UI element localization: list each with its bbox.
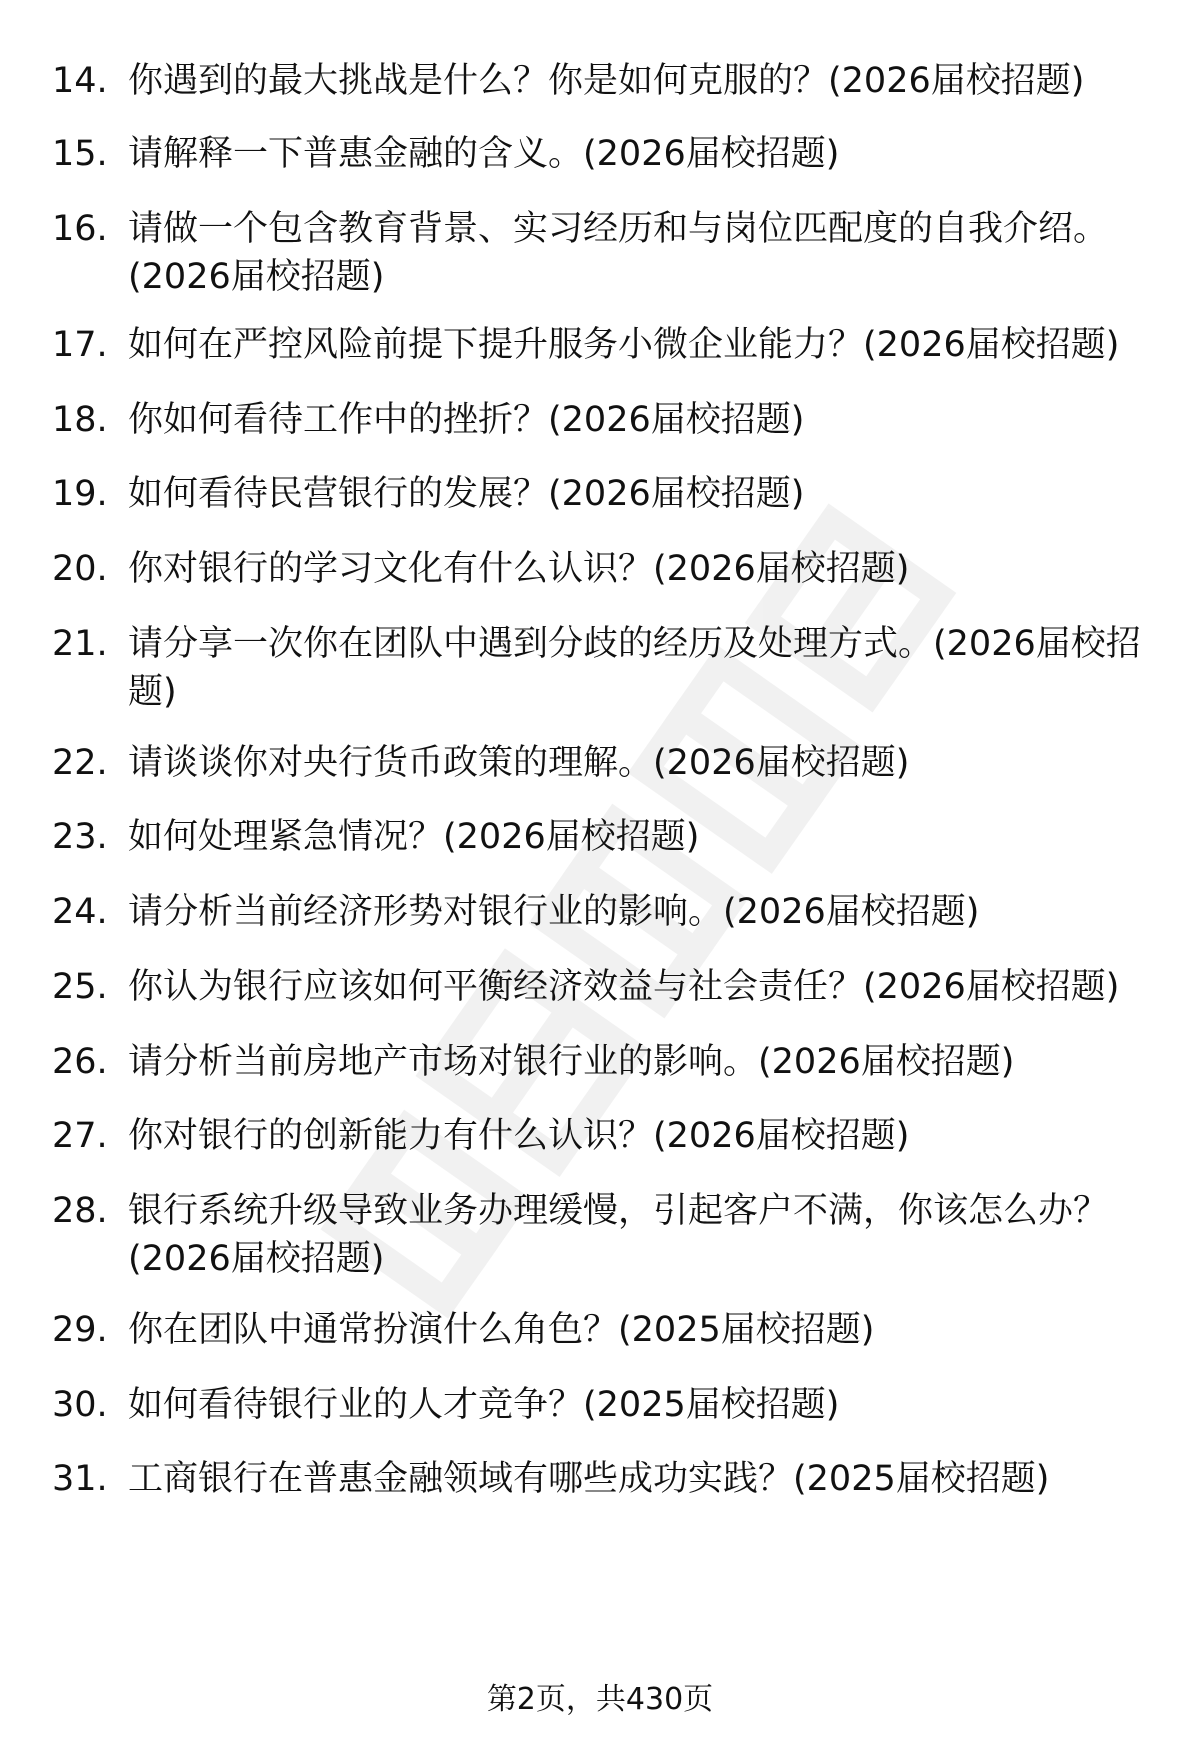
question-text: 请分享一次你在团队中遇到分歧的经历及处理方式。(2026届校招题) bbox=[128, 624, 1141, 712]
question-number: 22. bbox=[52, 743, 108, 783]
question-text: 如何在严控风险前提下提升服务小微企业能力？(2026届校招题) bbox=[128, 325, 1120, 365]
list-item bbox=[52, 130, 1142, 178]
list-item bbox=[52, 1381, 1142, 1429]
question-text: 如何看待银行业的人才竞争？(2025届校招题) bbox=[128, 1385, 840, 1425]
question-number: 30. bbox=[52, 1385, 108, 1425]
question-text: 你对银行的创新能力有什么认识？(2026届校招题) bbox=[128, 1116, 910, 1156]
question-number: 14. bbox=[52, 61, 108, 101]
list-item bbox=[52, 1038, 1142, 1086]
question-number: 19. bbox=[52, 474, 108, 514]
question-text: 请分析当前经济形势对银行业的影响。(2026届校招题) bbox=[128, 892, 980, 932]
list-item bbox=[52, 321, 1142, 369]
list-item bbox=[52, 1112, 1142, 1160]
question-number: 20. bbox=[52, 549, 108, 589]
list-item bbox=[52, 813, 1142, 861]
question-number: 16. bbox=[52, 209, 108, 249]
list-item bbox=[52, 1187, 1142, 1283]
list-item bbox=[52, 963, 1142, 1011]
question-text: 请做一个包含教育背景、实习经历和与岗位匹配度的自我介绍。(2026届校招题) bbox=[128, 209, 1109, 297]
page-indicator: 第2页，共430页 bbox=[486, 1682, 714, 1717]
list-item bbox=[52, 1455, 1142, 1503]
question-number: 17. bbox=[52, 325, 108, 365]
question-number: 23. bbox=[52, 817, 108, 857]
list-item bbox=[52, 57, 1142, 105]
question-number: 27. bbox=[52, 1116, 108, 1156]
list-item bbox=[52, 888, 1142, 936]
list-item bbox=[52, 470, 1142, 518]
question-number: 31. bbox=[52, 1459, 108, 1499]
question-text: 请分析当前房地产市场对银行业的影响。(2026届校招题) bbox=[128, 1042, 1015, 1082]
list-item bbox=[52, 205, 1142, 301]
question-number: 18. bbox=[52, 400, 108, 440]
list-item bbox=[52, 545, 1142, 593]
list-item bbox=[52, 620, 1142, 716]
question-text: 如何处理紧急情况？(2026届校招题) bbox=[128, 817, 700, 857]
question-text: 请谈谈你对央行货币政策的理解。(2026届校招题) bbox=[128, 743, 910, 783]
question-number: 26. bbox=[52, 1042, 108, 1082]
question-text: 如何看待民营银行的发展？(2026届校招题) bbox=[128, 474, 805, 514]
list-item bbox=[52, 1306, 1142, 1354]
question-text: 银行系统升级导致业务办理缓慢，引起客户不满，你该怎么办？(2026届校招题) bbox=[128, 1191, 1109, 1279]
question-text: 请解释一下普惠金融的含义。(2026届校招题) bbox=[128, 134, 840, 174]
question-number: 21. bbox=[52, 624, 108, 664]
question-number: 15. bbox=[52, 134, 108, 174]
question-number: 24. bbox=[52, 892, 108, 932]
list-item bbox=[52, 739, 1142, 787]
question-text: 你遇到的最大挑战是什么？你是如何克服的？(2026届校招题) bbox=[128, 61, 1085, 101]
question-number: 29. bbox=[52, 1310, 108, 1350]
question-text: 工商银行在普惠金融领域有哪些成功实践？(2025届校招题) bbox=[128, 1459, 1050, 1499]
question-number: 28. bbox=[52, 1191, 108, 1231]
question-text: 你认为银行应该如何平衡经济效益与社会责任？(2026届校招题) bbox=[128, 967, 1120, 1007]
question-number: 25. bbox=[52, 967, 108, 1007]
list-item bbox=[52, 396, 1142, 444]
question-text: 你在团队中通常扮演什么角色？(2025届校招题) bbox=[128, 1310, 875, 1350]
question-text: 你如何看待工作中的挫折？(2026届校招题) bbox=[128, 400, 805, 440]
question-text: 你对银行的学习文化有什么认识？(2026届校招题) bbox=[128, 549, 910, 589]
